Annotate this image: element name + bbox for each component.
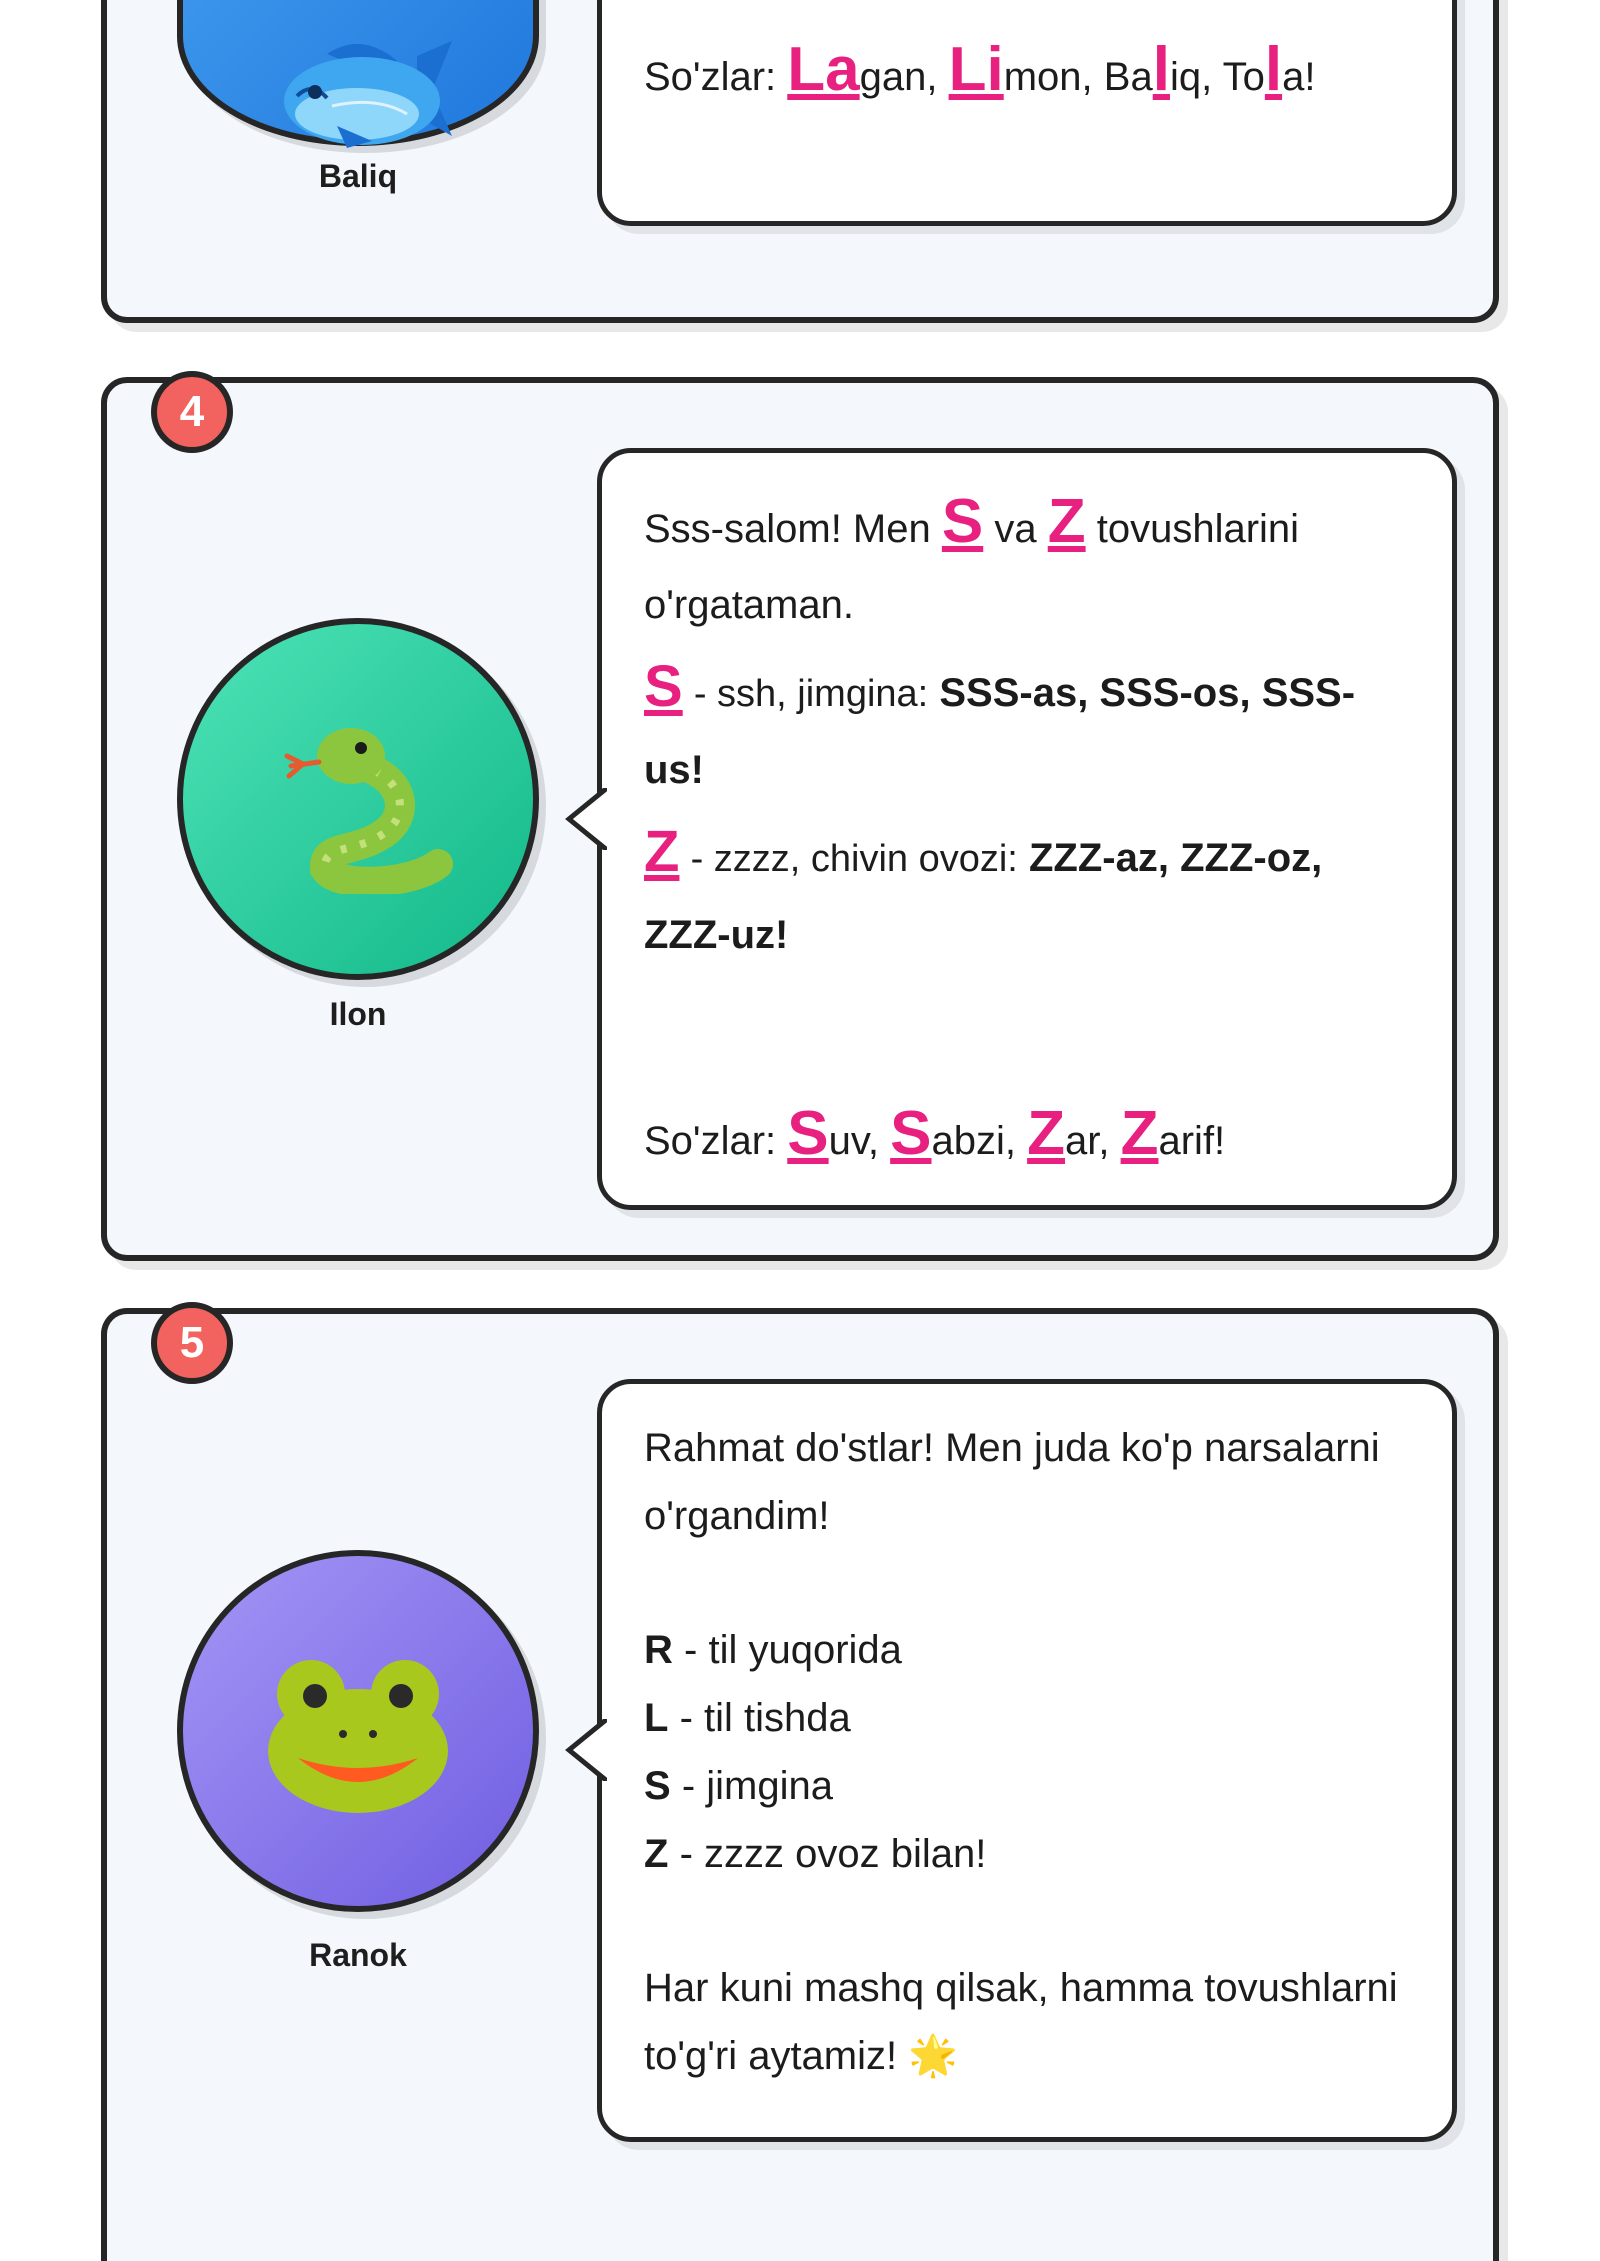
panel-number-badge: 4: [151, 371, 233, 453]
character-name: Ranok: [309, 1937, 407, 1973]
closing-sentence: Har kuni mashq qilsak, hamma tovushlarni to'g'ri aytamiz!: [644, 1966, 1398, 2078]
character-name: Ilon: [329, 996, 387, 1032]
intro-mid: va: [994, 507, 1037, 551]
word-list: [644, 35, 1316, 104]
rule-item: [644, 1820, 1410, 1888]
rule-item: [644, 1752, 1410, 1820]
highlight-letter: S: [890, 1099, 932, 1168]
rule-examples: ZZZ-az, ZZZ-oz, ZZZ-uz!: [644, 836, 1323, 957]
rule-list: [644, 1616, 1410, 1888]
word-rest: gan,: [859, 55, 938, 99]
rule-letter: Z: [644, 1832, 669, 1876]
thanks-text: Rahmat do'stlar! Men juda ko'p narsalarni o'rgandim!: [644, 1426, 1380, 1538]
intro-pre: Sss-salom! Men: [644, 507, 931, 551]
example-tail: [644, 0, 693, 3]
words-label: So'zlar:: [644, 1119, 777, 1163]
rule-letter: L: [644, 1696, 669, 1740]
speech-bubble: [597, 0, 1457, 226]
word-pre: Ba: [1103, 55, 1153, 99]
word-pre: To: [1222, 55, 1265, 99]
word-rest: uv,: [828, 1119, 880, 1163]
bubble-tail: [565, 1719, 607, 1781]
rule-item: [644, 1684, 1410, 1752]
s-rule: [644, 655, 1410, 808]
word-rest: ar,: [1065, 1119, 1110, 1163]
rule-item: [644, 1616, 1410, 1684]
highlight-letter: Z: [1047, 487, 1086, 556]
rule-letter: S: [644, 1764, 671, 1808]
word-rest: iq,: [1169, 55, 1213, 99]
highlight-letter: La: [787, 35, 860, 104]
snake-icon: [263, 704, 453, 894]
rule-text: - jimgina: [681, 1764, 833, 1808]
frog-icon: [263, 1646, 453, 1816]
word-list: [644, 1099, 1226, 1168]
comic-panel-3: [101, 0, 1499, 323]
comic-panel-4: [101, 377, 1499, 1261]
highlight-letter: S: [941, 487, 984, 556]
panel-number-badge: 5: [151, 1302, 233, 1384]
highlight-letter: Z: [644, 819, 680, 884]
rule-desc: - ssh, jimgina:: [693, 673, 929, 715]
avatar-snake: [177, 618, 539, 980]
highlight-letter: S: [787, 1099, 829, 1168]
word-rest: a!: [1282, 55, 1316, 99]
word-rest: abzi,: [931, 1119, 1016, 1163]
closing-text: [644, 1954, 1410, 2090]
rule-text: - zzzz ovoz bilan!: [679, 1832, 987, 1876]
z-rule: [644, 820, 1410, 973]
rule-examples: SSS-as, SSS-os, SSS-us!: [644, 671, 1356, 792]
rule-letter: R: [644, 1628, 673, 1672]
character-name: Baliq: [318, 158, 398, 194]
bubble-tail: [565, 788, 607, 850]
intro-text: [644, 487, 1410, 643]
speech-bubble: [597, 1379, 1457, 2142]
word-rest: arif!: [1158, 1119, 1226, 1163]
highlight-letter: S: [644, 654, 683, 719]
fish-icon: [267, 36, 457, 166]
highlight-letter: l: [1264, 35, 1283, 104]
words-label: So'zlar:: [644, 55, 777, 99]
highlight-letter: Z: [1027, 1099, 1065, 1168]
highlight-letter: Z: [1120, 1099, 1159, 1168]
speech-bubble: [597, 448, 1457, 1210]
star-icon: 🌟: [908, 2034, 959, 2078]
avatar-frog: [177, 1550, 539, 1912]
rule-text: - til tishda: [679, 1696, 851, 1740]
highlight-letter: l: [1152, 35, 1170, 104]
word-rest: mon,: [1003, 55, 1093, 99]
rule-text: - til yuqorida: [684, 1628, 902, 1672]
intro-post: tovushlarini o'rgataman.: [644, 507, 1300, 627]
comic-panel-5: [101, 1308, 1499, 2261]
rule-desc: - zzzz, chivin ovozi:: [690, 838, 1018, 880]
highlight-letter: Li: [948, 35, 1004, 104]
